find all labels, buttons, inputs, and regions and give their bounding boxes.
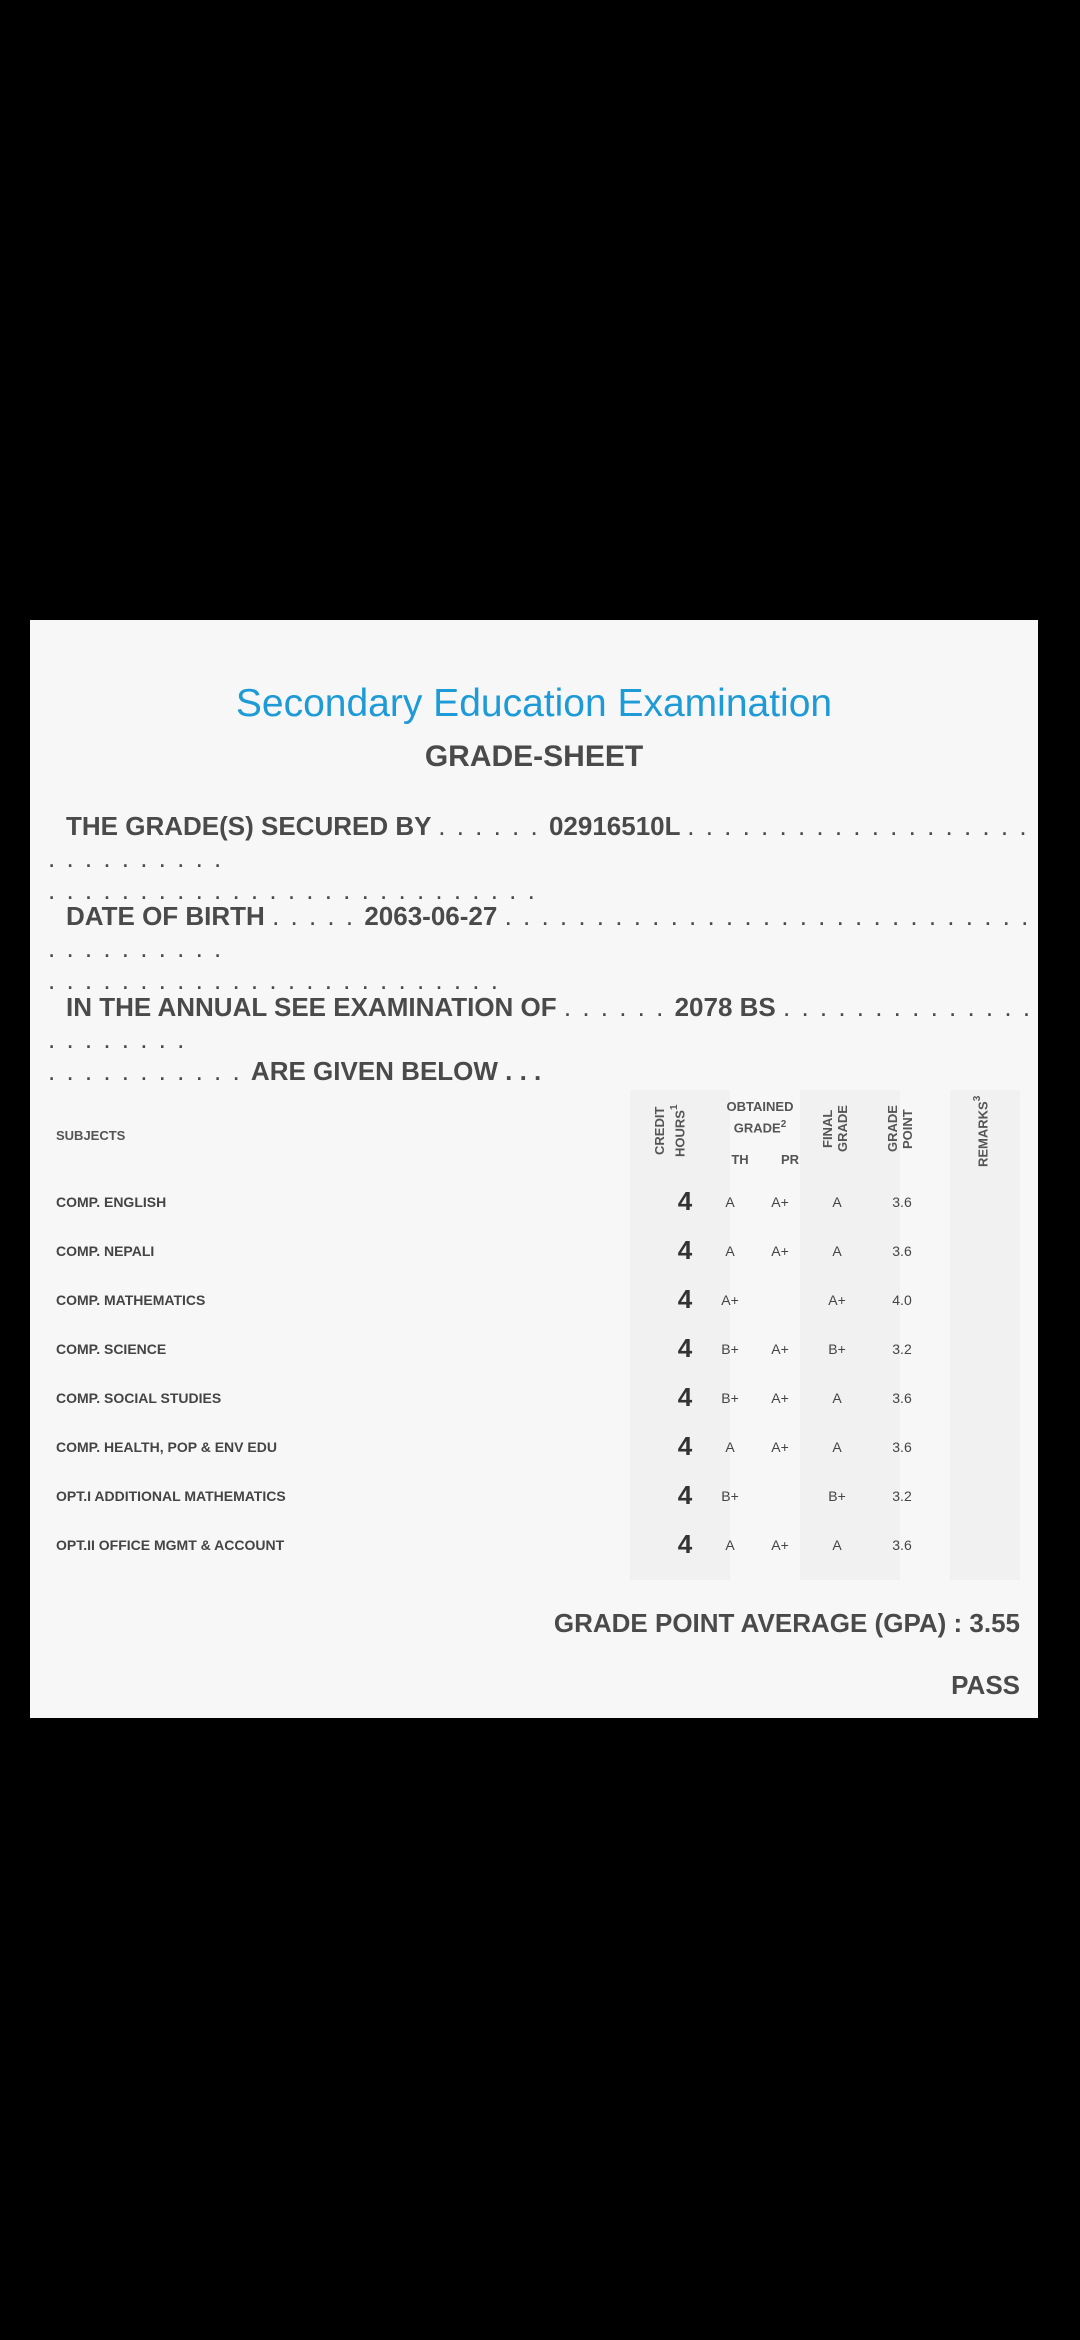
subject-name: OPT.I ADDITIONAL MATHEMATICS xyxy=(56,1488,286,1504)
credit-hours: 4 xyxy=(677,1431,693,1461)
pr-grade: A+ xyxy=(771,1537,789,1553)
grade-point: 4.0 xyxy=(892,1292,912,1308)
subject-name: COMP. ENGLISH xyxy=(56,1194,167,1210)
pr-grade: A+ xyxy=(771,1243,789,1259)
grade-point: 3.2 xyxy=(892,1341,912,1357)
final-grade: A xyxy=(832,1439,842,1455)
th-grade: A xyxy=(725,1243,735,1259)
grade-sheet-card xyxy=(30,620,1038,1718)
credit-hours: 4 xyxy=(677,1333,693,1363)
table-row xyxy=(30,1325,1038,1373)
final-grade-header: FINAL GRADE xyxy=(820,1105,850,1153)
table-row xyxy=(30,1521,1038,1569)
table-row xyxy=(30,1472,1038,1520)
gpa-summary: GRADE POINT AVERAGE (GPA) : 3.55 xyxy=(553,1608,1020,1638)
subject-name: COMP. SCIENCE xyxy=(56,1341,167,1357)
grade-point-header: GRADE POINT xyxy=(885,1105,915,1153)
final-grade: B+ xyxy=(828,1488,846,1504)
th-grade: B+ xyxy=(721,1341,739,1357)
pr-grade: A+ xyxy=(771,1194,789,1210)
final-grade: B+ xyxy=(828,1341,846,1357)
pr-grade: A+ xyxy=(771,1439,789,1455)
exam-title: Secondary Education Examination xyxy=(235,682,833,725)
subject-name: OPT.II OFFICE MGMT & ACCOUNT xyxy=(56,1537,285,1553)
subject-name: COMP. NEPALI xyxy=(56,1243,155,1259)
given-below: ARE GIVEN BELOW . . . xyxy=(250,1056,542,1086)
grade-point: 3.6 xyxy=(892,1439,912,1455)
remarks-header: REMARKS$^3$ xyxy=(972,1095,991,1167)
subjects-header: SUBJECTS xyxy=(56,1128,126,1143)
grade-point: 3.6 xyxy=(892,1194,912,1210)
table-row xyxy=(30,1276,1038,1324)
dob-line: DATE OF BIRTH . . . . . 2063-06-27 . . . . . . . . . . . . . . . . . . . . . . . . . . . . . . . . . . . . . . . . . . . . . . . . . . . . . . . . . . . . . . . . xyxy=(48,901,1031,995)
credit-hours: 4 xyxy=(677,1235,693,1265)
pr-header: PR xyxy=(780,1152,800,1167)
exam-line: IN THE ANNUAL SEE EXAMINATION OF . . . . . . 2078 BS . . . . . . . . . . . . . . . . . . . . . . . . . . . . . . . . . ARE GIVEN BELOW . . . xyxy=(48,992,1033,1086)
subject-name: COMP. MATHEMATICS xyxy=(56,1292,206,1308)
grade-point: 3.6 xyxy=(892,1537,912,1553)
credit-hours-header: CREDIT HOURS$^1$ xyxy=(652,1104,688,1158)
dob-label: DATE OF BIRTH xyxy=(66,901,265,931)
obtained-grade-header: OBTAINED GRADE$^2$ xyxy=(726,1099,794,1136)
sheet-title: GRADE-SHEET xyxy=(424,740,644,773)
secured-by-line: THE GRADE(S) SECURED BY . . . . . . 02916510L . . . . . . . . . . . . . . . . . . . . . . . . . . . . . . . . . . . . . . . . . . . . . . . . . . . . . . . . xyxy=(48,811,1029,905)
grade-point: 3.2 xyxy=(892,1488,912,1504)
symbol-number: 02916510L xyxy=(548,811,681,841)
th-grade: B+ xyxy=(721,1488,739,1504)
final-grade: A xyxy=(832,1390,842,1406)
final-grade: A xyxy=(832,1243,842,1259)
exam-year: 2078 BS xyxy=(674,992,776,1022)
dob-value: 2063-06-27 xyxy=(364,901,498,931)
table-row xyxy=(30,1178,1038,1226)
table-row xyxy=(30,1227,1038,1275)
pr-grade: A+ xyxy=(771,1341,789,1357)
credit-hours: 4 xyxy=(677,1480,693,1510)
th-grade: A xyxy=(725,1439,735,1455)
secured-by-label: THE GRADE(S) SECURED BY xyxy=(66,811,432,841)
table-row xyxy=(30,1374,1038,1422)
result-status: PASS xyxy=(951,1670,1020,1700)
exam-label: IN THE ANNUAL SEE EXAMINATION OF xyxy=(66,992,557,1022)
th-grade: B+ xyxy=(721,1390,739,1406)
final-grade: A xyxy=(832,1194,842,1210)
th-grade: A xyxy=(725,1537,735,1553)
table-row xyxy=(30,1423,1038,1471)
credit-hours: 4 xyxy=(677,1186,693,1216)
th-header: TH xyxy=(731,1152,749,1167)
grade-point: 3.6 xyxy=(892,1390,912,1406)
th-grade: A+ xyxy=(721,1292,739,1308)
credit-hours: 4 xyxy=(677,1382,693,1412)
subject-name: COMP. SOCIAL STUDIES xyxy=(56,1390,222,1406)
th-grade: A xyxy=(725,1194,735,1210)
grade-point: 3.6 xyxy=(892,1243,912,1259)
credit-hours: 4 xyxy=(677,1284,693,1314)
final-grade: A+ xyxy=(828,1292,846,1308)
subject-name: COMP. HEALTH, POP & ENV EDU xyxy=(56,1439,277,1455)
credit-hours: 4 xyxy=(677,1529,693,1559)
final-grade: A xyxy=(832,1537,842,1553)
pr-grade: A+ xyxy=(771,1390,789,1406)
